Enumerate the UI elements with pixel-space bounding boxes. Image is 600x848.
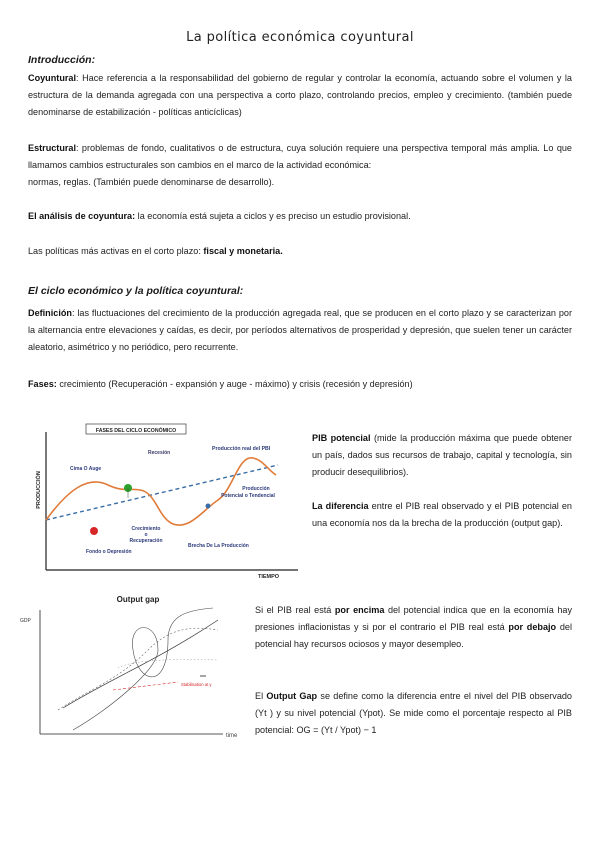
trend-line <box>63 620 218 708</box>
real-gdp-curve-2 <box>73 608 213 730</box>
stabilisation-label: Stabilisation at y <box>181 682 212 687</box>
gap-text-4: El <box>255 691 267 701</box>
pib-potencial-text: (mide la producción máxima que puede obtener un país, dados sus recursos de trabajo, capital y tecnología, sin producir desequilibrios). <box>312 433 572 477</box>
definicion-text: : las fluctuaciones del crecimiento de la producción agregada real, que se producen en el corto plazo y se caracterizan por la alternancia entre elevaciones y caídas, es decir, por períodos alternativos de prosperidad y depresión, que suelen tener un carácter aleatorio, asimétrico y no periódico, pero recurrente. <box>28 308 572 352</box>
pib-real-label: Producción real del PBI <box>212 446 271 452</box>
potencial-label-1: Producción <box>242 486 270 492</box>
politicas-bold: fiscal y monetaria. <box>203 246 283 256</box>
diferencia-term: La diferencia <box>312 501 369 511</box>
coyuntural-term: Coyuntural <box>28 73 76 83</box>
output-gap-title: Output gap <box>116 595 160 604</box>
analisis-term: El análisis de coyuntura: <box>28 211 136 221</box>
crecimiento-label-1: Crecimiento <box>131 526 161 532</box>
estructural-text: : problemas de fondo, cualitativos o de estructura, cuya solución requiere una perspectiva temporal más amplia. Lo que llamamos cambios estructurales son cambios en el marco de la actividad económica: <box>28 143 572 170</box>
stabilisation-line <box>113 682 178 690</box>
gap-dot <box>206 504 211 509</box>
recesion-label: Recesión <box>148 450 171 456</box>
output-gap-y-label: GDP <box>20 618 31 624</box>
definicion-term: Definición <box>28 308 72 318</box>
analisis-paragraph <box>28 208 572 225</box>
ciclo-heading: El ciclo económico y la política coyuntural: <box>28 285 244 297</box>
crecimiento-label-3: Recuperación <box>129 538 163 544</box>
trough-dot <box>90 527 98 535</box>
cycle-title: FASES DEL CICLO ECONÓMICO <box>95 428 177 434</box>
gap-text-3: del potencial hay recursos ociosos y mayor desempleo. <box>255 622 572 649</box>
business-cycle-figure <box>28 420 306 590</box>
diferencia-paragraph <box>312 498 572 532</box>
pib-potencial-term: PIB potencial <box>312 433 371 443</box>
diferencia-text: entre el PIB real observado y el PIB potencial en una economía nos da la brecha de la producción (output gap). <box>312 501 572 528</box>
cycle-y-label: PRODUCCIÓN <box>36 471 42 509</box>
page-title: La política económica coyuntural <box>186 30 414 45</box>
politicas-text: Las políticas más activas en el corto plazo: <box>28 246 204 256</box>
gap-paragraph-2 <box>255 688 572 739</box>
brecha-label: Brecha De La Producción <box>188 543 249 549</box>
gap-bold-4: Output Gap <box>266 691 318 701</box>
fases-term: Fases: <box>28 379 57 389</box>
estructural-term: Estructural <box>28 143 77 153</box>
politicas-paragraph <box>28 243 572 260</box>
gap-bold-1: por encima <box>334 605 385 615</box>
output-gap-figure <box>18 590 248 740</box>
potential-curve <box>58 628 218 710</box>
gap-bold-2: por debajo <box>508 622 557 632</box>
output-gap-x-label: time <box>226 733 238 739</box>
coyuntural-text: : Hace referencia a la responsabilidad del gobierno de regular y controlar la economía, actuando sobre el volumen y la estructura de la demanda agregada con una perspectiva a corto plazo, controlando precios, empleo y crecimiento. (también puede denominarse de estabilización - políticas anticíclicas) <box>28 73 572 117</box>
coyuntural-paragraph <box>28 70 572 121</box>
gap-text-2: del potencial indica que en la economía hay presiones inflacionistas y si por el contrario el PIB real está <box>255 605 572 632</box>
crecimiento-label-2: o <box>144 532 148 538</box>
fases-paragraph <box>28 376 572 393</box>
fondo-label: Fondo o Depresión <box>86 549 132 555</box>
cycle-x-label: TIEMPO <box>258 574 280 580</box>
gap-paragraph-1 <box>255 602 572 653</box>
pib-potencial-paragraph <box>312 430 572 481</box>
gap-text-5: se define como la diferencia entre el nivel del PIB observado (Yt ) y su nivel potencial (Ypot). Se mide como el porcentaje respecto al PIB potencial: OG = (Yt / Ypot) − 1 <box>255 691 572 735</box>
potencial-label-2: Potencial o Tendencial <box>221 493 275 499</box>
estructural-paragraph <box>28 140 572 191</box>
analisis-text: la economía está sujeta a ciclos y es preciso un estudio provisional. <box>135 211 411 221</box>
estructural-text-2: normas, reglas. (También puede denominarse de desarrollo). <box>28 177 275 187</box>
fases-text: crecimiento (Recuperación - expansión y auge - máximo) y crisis (recesión y depresión) <box>56 379 413 389</box>
definicion-paragraph <box>28 305 572 356</box>
intro-heading: Introducción: <box>28 54 96 66</box>
cima-label: Cima O Auge <box>70 466 102 472</box>
gap-text-1: Si el PIB real está <box>255 605 335 615</box>
